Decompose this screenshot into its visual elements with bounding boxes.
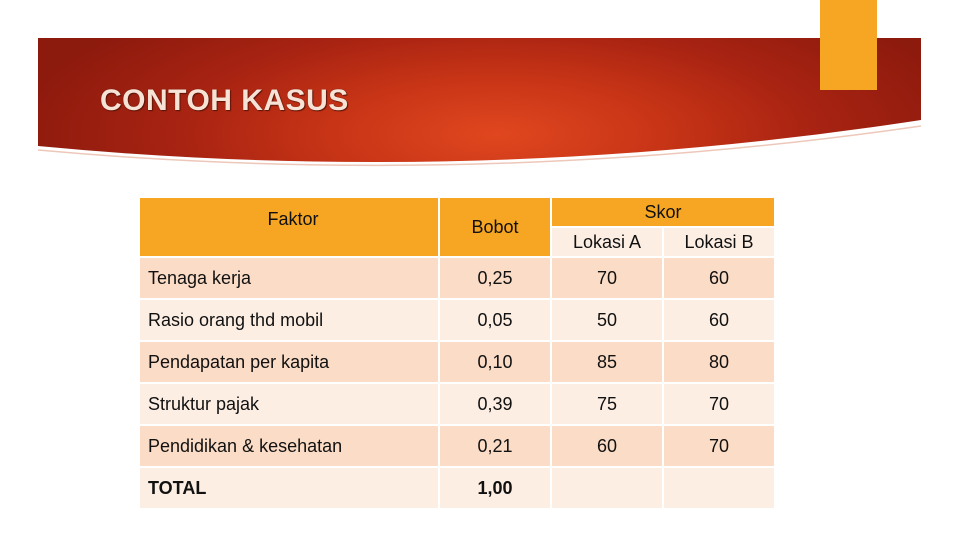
cell-total-bobot: 1,00 xyxy=(439,467,551,509)
cell-faktor: Pendapatan per kapita xyxy=(139,341,439,383)
cell-faktor: Tenaga kerja xyxy=(139,257,439,299)
cell-faktor: Struktur pajak xyxy=(139,383,439,425)
table-row xyxy=(139,299,775,341)
header-row xyxy=(139,197,775,227)
header-lokasi-b: Lokasi B xyxy=(663,227,775,257)
header-bobot: Bobot xyxy=(439,197,551,257)
cell-lokasi-a: 50 xyxy=(551,299,663,341)
cell-lokasi-b: 70 xyxy=(663,383,775,425)
cell-bobot: 0,21 xyxy=(439,425,551,467)
cell-lokasi-b: 60 xyxy=(663,299,775,341)
cell-lokasi-b: 80 xyxy=(663,341,775,383)
slide-title: CONTOH KASUS xyxy=(100,84,349,117)
cell-lokasi-a: 70 xyxy=(551,257,663,299)
table-row xyxy=(139,341,775,383)
cell-lokasi-a: 60 xyxy=(551,425,663,467)
cell-faktor: Pendidikan & kesehatan xyxy=(139,425,439,467)
cell-lokasi-a: 75 xyxy=(551,383,663,425)
case-table xyxy=(138,196,776,510)
cell-bobot: 0,10 xyxy=(439,341,551,383)
header-lokasi-a: Lokasi A xyxy=(551,227,663,257)
cell-total-lokasi-a xyxy=(551,467,663,509)
cell-total-lokasi-b xyxy=(663,467,775,509)
header-faktor: Faktor xyxy=(139,197,439,257)
table-row xyxy=(139,383,775,425)
cell-bobot: 0,39 xyxy=(439,383,551,425)
cell-lokasi-a: 85 xyxy=(551,341,663,383)
cell-lokasi-b: 70 xyxy=(663,425,775,467)
cell-total-label: TOTAL xyxy=(139,467,439,509)
cell-lokasi-b: 60 xyxy=(663,257,775,299)
accent-tab xyxy=(820,0,877,90)
cell-faktor: Rasio orang thd mobil xyxy=(139,299,439,341)
total-row xyxy=(139,467,775,509)
cell-bobot: 0,25 xyxy=(439,257,551,299)
header-skor: Skor xyxy=(551,197,775,227)
table-row xyxy=(139,257,775,299)
cell-bobot: 0,05 xyxy=(439,299,551,341)
table-row xyxy=(139,425,775,467)
